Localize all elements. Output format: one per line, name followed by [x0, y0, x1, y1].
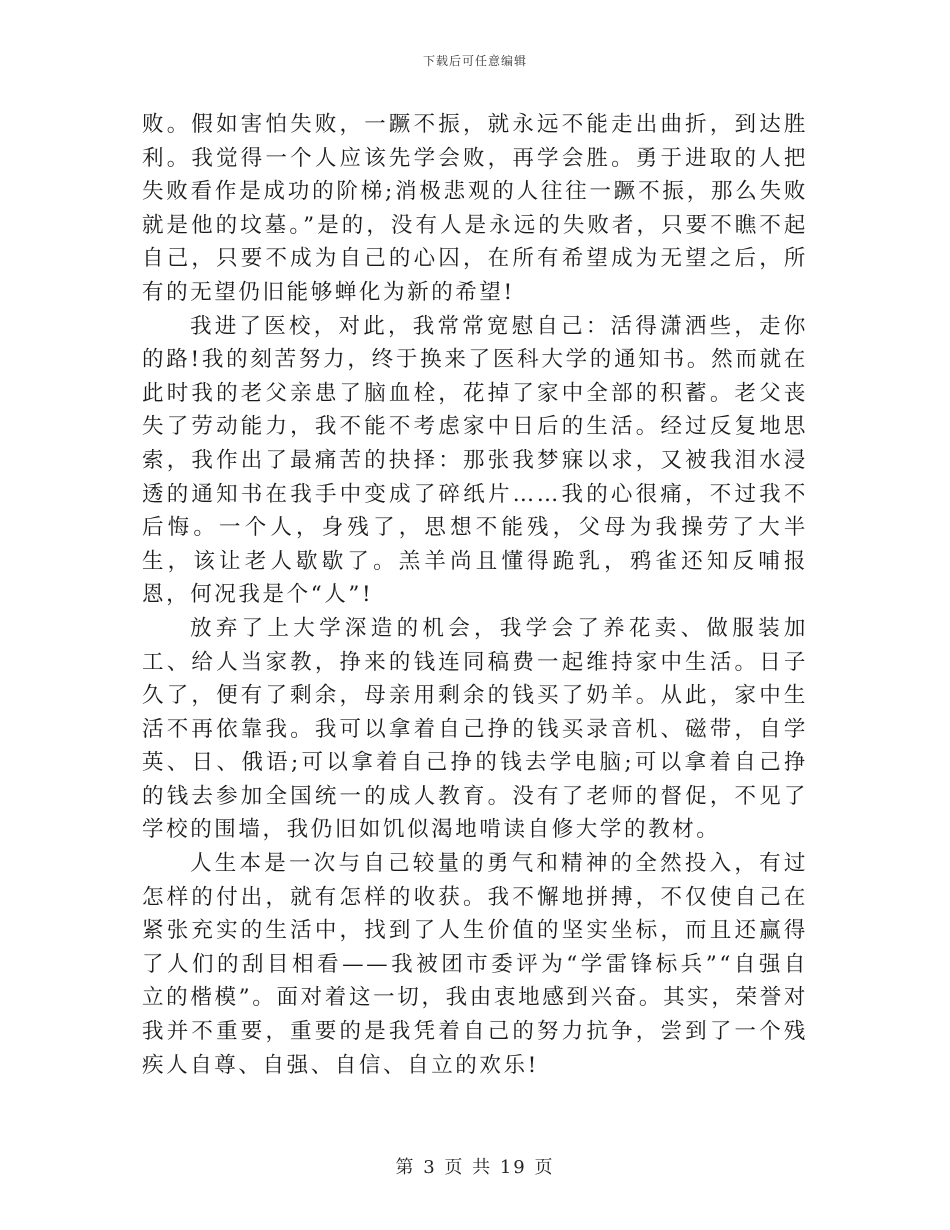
paragraph-continued: 败。假如害怕失败，一蹶不振，就永远不能走出曲折，到达胜利。我觉得一个人应该先学会败，再学会胜。勇于进取的人把失败看作是成功的阶梯;消极悲观的人往往一蹶不振，那么失败就是他的坟墓。”是的，没有人是永远的失败者，只要不瞧不起自己，只要不成为自己的心囚，在所有希望成为无望之后，所有的无望仍旧能够蝉化为新的希望! [142, 112, 808, 305]
paragraph: 人生本是一次与自己较量的勇气和精神的全然投入，有过怎样的付出，就有怎样的收获。我不懈地拼搏，不仅使自己在紧张充实的生活中，找到了人生价值的坚实坐标，而且还赢得了人们的刮目相看——我被团市委评为“学雷锋标兵”“自强自立的楷模”。面对着这一切，我由衷地感到兴奋。其实，荣誉对我并不重要，重要的是我凭着自己的努力抗争，尝到了一个残疾人自尊、自强、自信、自立的欢乐! [142, 851, 808, 1078]
body-text [142, 108, 808, 1082]
page-number: 第 3 页 共 19 页 [395, 1157, 555, 1178]
page-header-note: 下载后可任意编辑 [422, 54, 527, 68]
paragraph: 我进了医校，对此，我常常宽慰自己：活得潇洒些，走你的路!我的刻苦努力，终于换来了医科大学的通知书。然而就在此时我的老父亲患了脑血栓，花掉了家中全部的积蓄。老父丧失了劳动能力，我不能不考虑家中日后的生活。经过反复地思索，我作出了最痛苦的抉择：那张我梦寐以求，又被我泪水浸透的通知书在我手中变成了碎纸片……我的心很痛，不过我不后悔。一个人，身残了，思想不能残，父母为我操劳了大半生，该让老人歇歇了。羔羊尚且懂得跪乳，鸦雀还知反哺报恩，何况我是个“人”! [142, 313, 808, 608]
paragraph: 放弃了上大学深造的机会，我学会了养花卖、做服装加工、给人当家教，挣来的钱连同稿费一起维持家中生活。日子久了，便有了剩余，母亲用剩余的钱买了奶羊。从此，家中生活不再依靠我。我可以拿着自己挣的钱买录音机、磁带，自学英、日、俄语;可以拿着自己挣的钱去学电脑;可以拿着自己挣的钱去参加全国统一的成人教育。没有了老师的督促，不见了学校的围墙，我仍旧如饥似渴地啃读自修大学的教材。 [142, 615, 808, 843]
